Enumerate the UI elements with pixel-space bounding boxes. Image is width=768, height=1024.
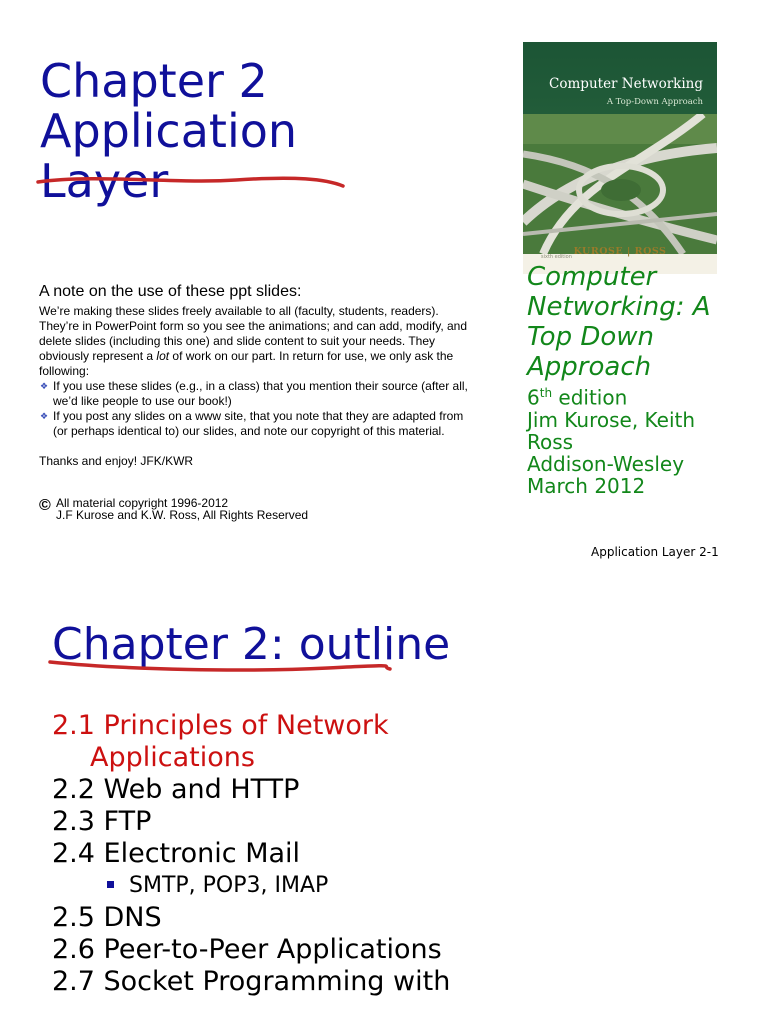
outline-item-2-1 [52,710,450,774]
book-ref-authors-1: Jim Kurose, Keith [527,407,696,432]
diamond-bullet-icon: ❖ [40,381,49,391]
outline-title: Chapter 2: outline [52,619,451,670]
title-line-1: Chapter 2 [40,54,268,108]
copyright-icon: © [39,497,51,514]
outline-title-red-underline [48,656,398,676]
book-cover-authors: KUROSE | ROSS [573,246,667,257]
book-ref-edition [527,382,711,409]
book-reference [527,262,711,497]
book-cover-edition: sixth edition [541,254,572,260]
list-item [39,379,479,409]
book-ref-date: March 2012 [527,473,646,498]
book-cover-subtitle: A Top-Down Approach [606,97,703,107]
edition-number: 6 [527,385,540,410]
book-cover-title: Computer Networking [549,76,703,92]
outline-item-text-cont: Applications [90,742,255,773]
usage-note-body [39,304,479,379]
square-bullet-icon [107,881,114,888]
usage-note-bullet-text: If you use these slides (e.g., in a class) that you mention their source (after all, we’d like people to use our book!) [53,379,468,408]
usage-note-bullets [39,379,479,439]
book-ref-title-3: Top Down [527,322,655,352]
usage-note-body-italic: lot [156,349,170,363]
highway-interchange-photo [523,114,717,254]
title-line-2: Application [40,104,298,158]
book-ref-authors-2: Ross [527,429,574,454]
outline-subitem-text: SMTP, POP3, IMAP [129,873,329,898]
usage-note-thanks: Thanks and enjoy! JFK/KWR [39,454,194,468]
outline-item-2-5: 2.5 DNS [52,902,162,933]
outline-item-2-6: 2.6 Peer-to-Peer Applications [52,934,442,965]
diamond-bullet-icon: ❖ [40,411,49,421]
slide-page-label: Application Layer 2-1 [591,545,719,559]
copyright-line-1: All material copyright 1996-2012 [56,496,229,510]
edition-suffix: th [539,386,553,400]
edition-word: edition [552,385,628,410]
title-line-3: Layer [40,154,169,208]
book-ref-publisher: Addison-Wesley [527,451,685,476]
book-ref-title-2: Networking: A [527,292,711,322]
outline-subitem-mail-protocols [52,870,450,902]
outline-item-2-7: 2.7 Socket Programming with [52,966,451,997]
outline-item-2-3: 2.3 FTP [52,806,152,837]
copyright-line-2: J.F Kurose and K.W. Ross, All Rights Reserved [56,508,309,522]
outline-list [52,710,450,998]
slide-2 [0,596,768,1024]
book-ref-title-1: Computer [527,262,657,292]
book-cover-image [523,42,717,274]
title-red-underline [36,170,348,192]
usage-note-heading: A note on the use of these ppt slides: [39,283,302,300]
outline-item-2-4: 2.4 Electronic Mail [52,838,301,869]
usage-note [39,282,479,469]
list-item [39,409,479,439]
book-ref-title-4: Approach [527,352,652,382]
usage-note-body-b: of work on our part. In return for use, we only ask the following: [39,349,454,378]
outline-item-2-2: 2.2 Web and HTTP [52,774,300,805]
usage-note-bullet-text: If you post any slides on a www site, that you note that they are adapted from (or perhaps identical to) our slides, and note our copyright of this material. [53,409,464,438]
outline-item-text: 2.1 Principles of Network [52,710,389,741]
usage-note-body-a: We’re making these slides freely available to all (faculty, students, readers). They’re in PowerPoint form so you see the animations; and can add, modify, and delete slides (including this one) and slide content to suit your needs. They obviously represent a [39,304,468,363]
